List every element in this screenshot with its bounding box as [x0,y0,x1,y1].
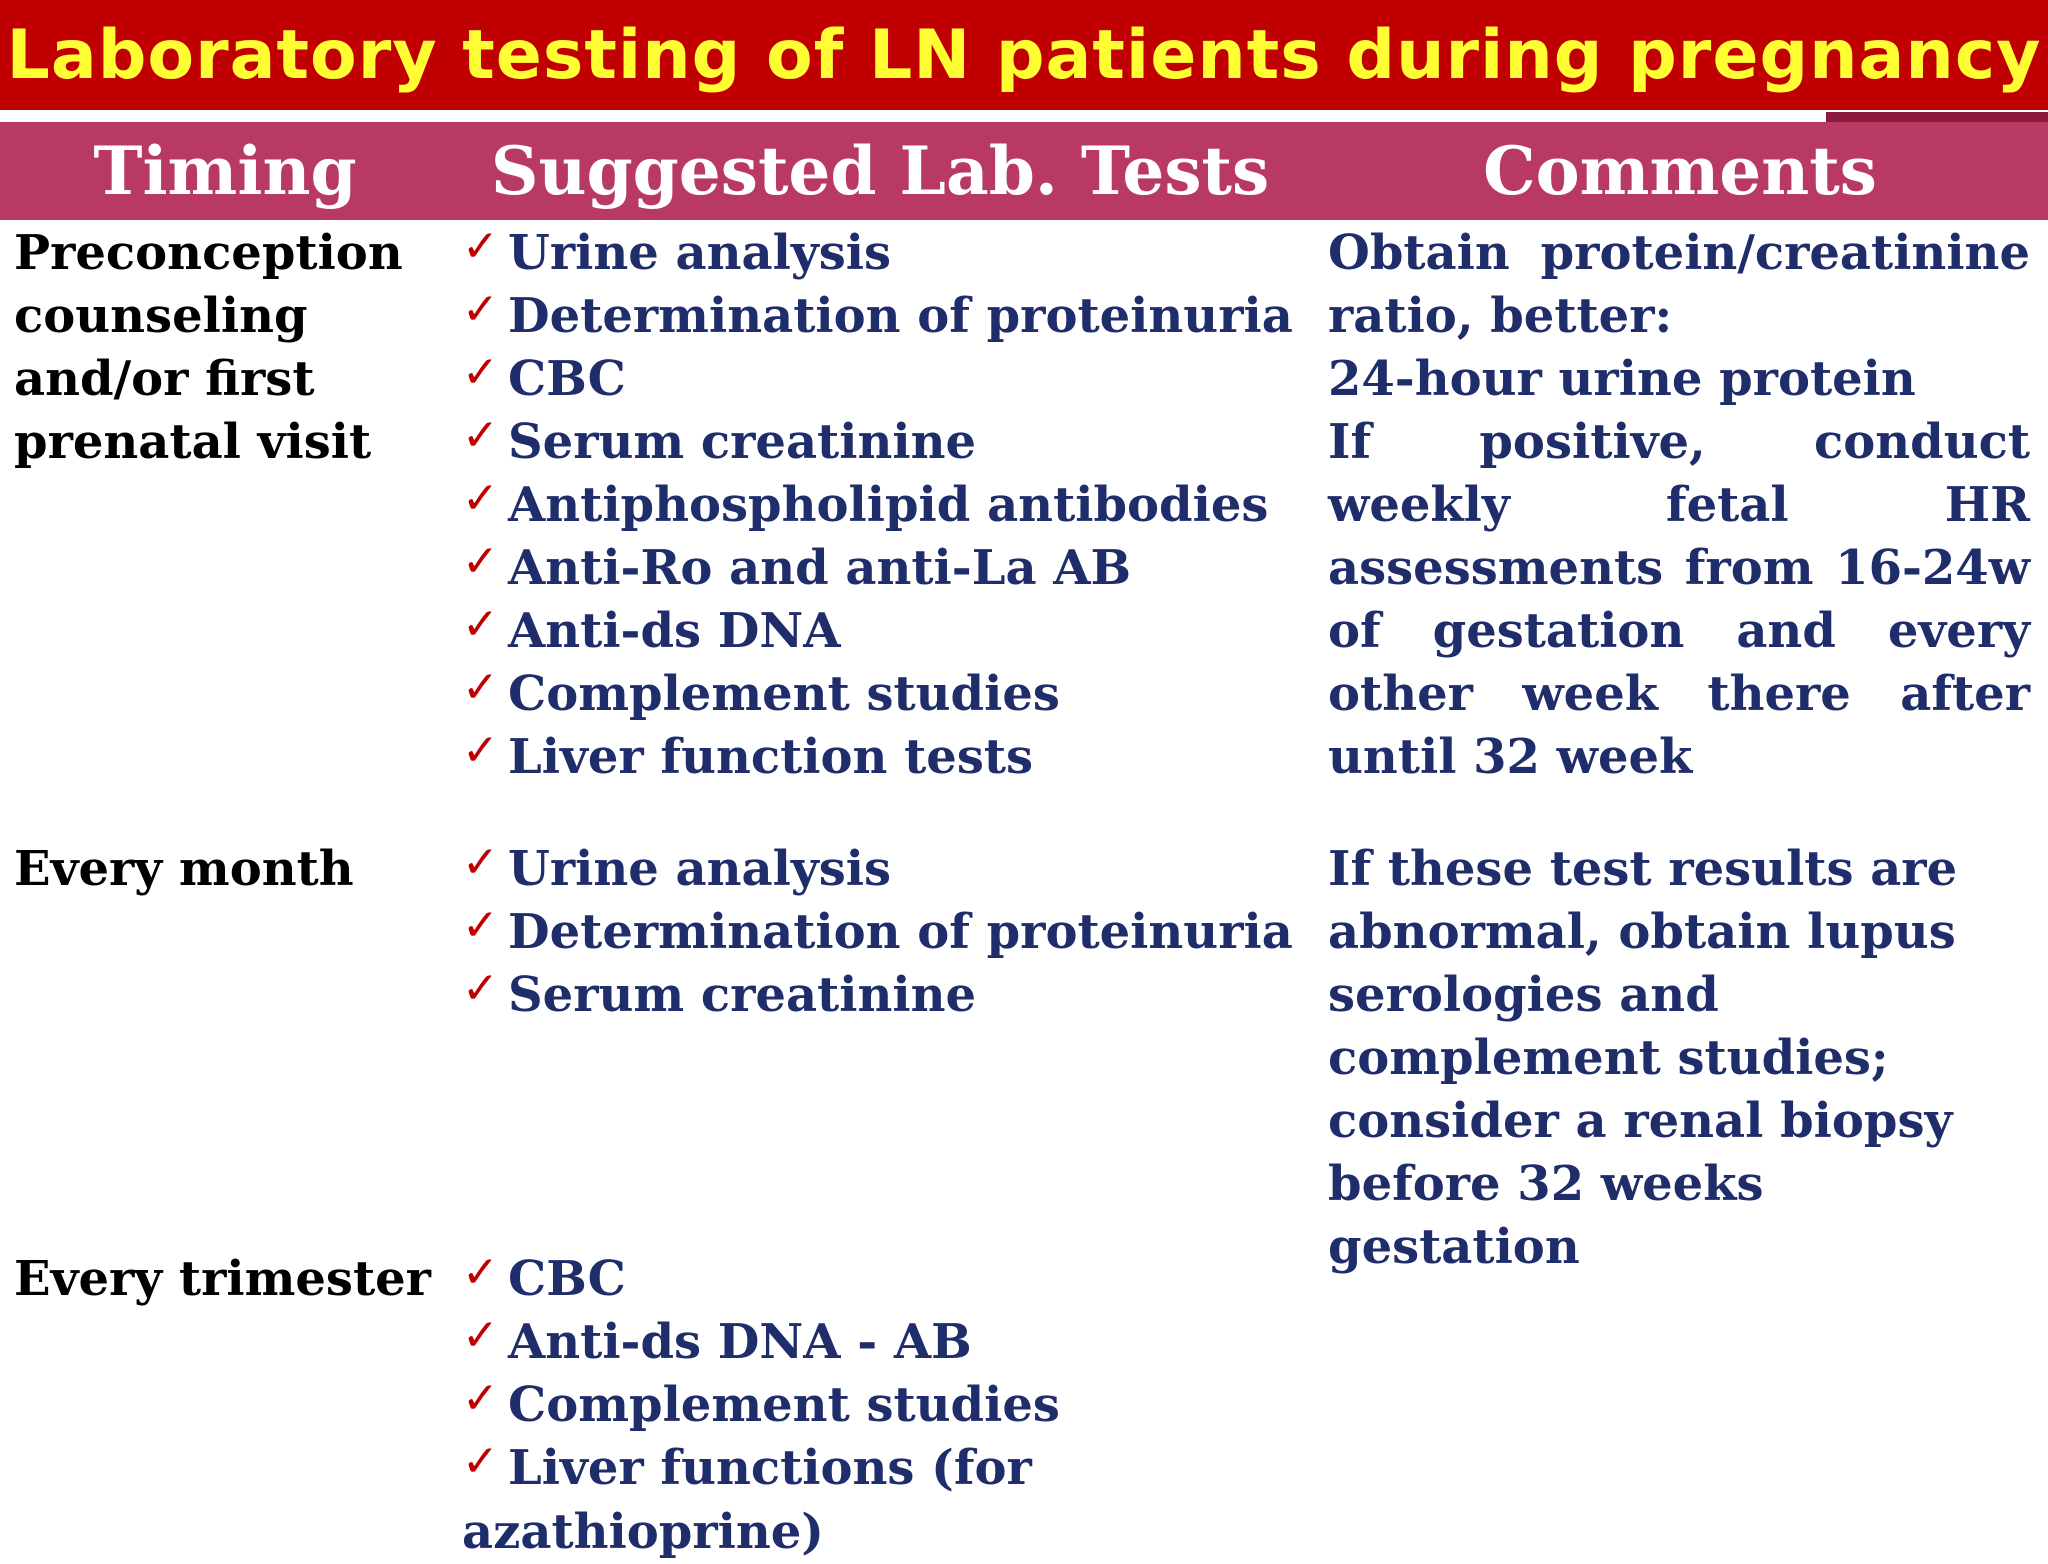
test-label: Antiphospholipid antibodies [508,477,1269,533]
checkmark-icon: ✓ [462,1373,499,1424]
checkmark-icon: ✓ [462,963,499,1014]
test-label: Liver function tests [508,729,1034,785]
test-label: Serum creatinine [508,414,977,470]
test-item [462,838,1322,901]
test-item [462,964,1322,1027]
checkmark-icon: ✓ [462,1247,499,1298]
row-3-tests [462,1248,1322,1564]
test-item [462,411,1322,474]
test-item [462,1437,1322,1564]
comment-text: If positive, conduct weekly fetal HR assessments from 16-24w of gestation and every other week there after until 32 week [1328,414,2030,785]
header-comments: Comments [1483,132,1877,210]
checkmark-icon: ✓ [462,221,499,272]
test-label: CBC [508,1251,626,1307]
test-label: Urine analysis [508,225,892,281]
checkmark-icon: ✓ [462,837,499,888]
test-item [462,663,1322,726]
test-label: Serum creatinine [508,967,977,1023]
test-label: Complement studies [508,666,1060,722]
test-item [462,222,1322,285]
comment-text: Obtain protein/creatinine ratio, better: [1328,225,2030,344]
checkmark-icon: ✓ [462,900,499,951]
header-timing: Timing [93,132,357,210]
test-label: Determination of proteinuria [508,904,1293,960]
row-1-timing: Preconception counseling and/or first prenatal visit [14,225,403,470]
row-2-timing: Every month [14,841,354,897]
test-item [462,1248,1322,1311]
test-item [462,285,1322,348]
row-1-comments [1328,222,2030,789]
checkmark-icon: ✓ [462,599,499,650]
divider [0,110,2048,122]
table-header [0,122,2048,220]
test-label: Anti-Ro and anti-La AB [508,540,1132,596]
row-2-tests [462,838,1322,1027]
test-label: Urine analysis [508,841,892,897]
test-item [462,726,1322,789]
checkmark-icon: ✓ [462,347,499,398]
checkmark-icon: ✓ [462,284,499,335]
test-item [462,600,1322,663]
slide-title: Laboratory testing of LN patients during pregnancy [6,15,2042,95]
checkmark-icon: ✓ [462,1436,499,1487]
row-1-tests [462,222,1322,789]
test-item [462,348,1322,411]
test-item [462,474,1322,537]
test-item [462,1311,1322,1374]
checkmark-icon: ✓ [462,1310,499,1361]
test-item [462,901,1322,964]
row-2-comments [1328,838,2030,1279]
checkmark-icon: ✓ [462,473,499,524]
checkmark-icon: ✓ [462,410,499,461]
header-suggested-tests: Suggested Lab. Tests [490,132,1270,210]
test-label: Complement studies [508,1377,1060,1433]
checkmark-icon: ✓ [462,536,499,587]
test-item [462,537,1322,600]
test-label: Determination of proteinuria [508,288,1293,344]
row-3-timing: Every trimester [14,1251,431,1307]
test-item [462,1374,1322,1437]
test-label: Anti-ds DNA - AB [508,1314,972,1370]
checkmark-icon: ✓ [462,662,499,713]
checkmark-icon: ✓ [462,725,499,776]
divider-accent [1826,112,2048,122]
test-label: CBC [508,351,626,407]
comment-text: If these test results are abnormal, obtain lupus serologies and complement studies; consider a renal biopsy before 32 weeks gestation [1328,841,1958,1275]
test-label: Liver functions (for azathioprine) [462,1440,1032,1560]
title-bar [0,0,2048,110]
test-label: Anti-ds DNA [508,603,841,659]
comment-text: 24-hour urine protein [1328,351,1916,407]
